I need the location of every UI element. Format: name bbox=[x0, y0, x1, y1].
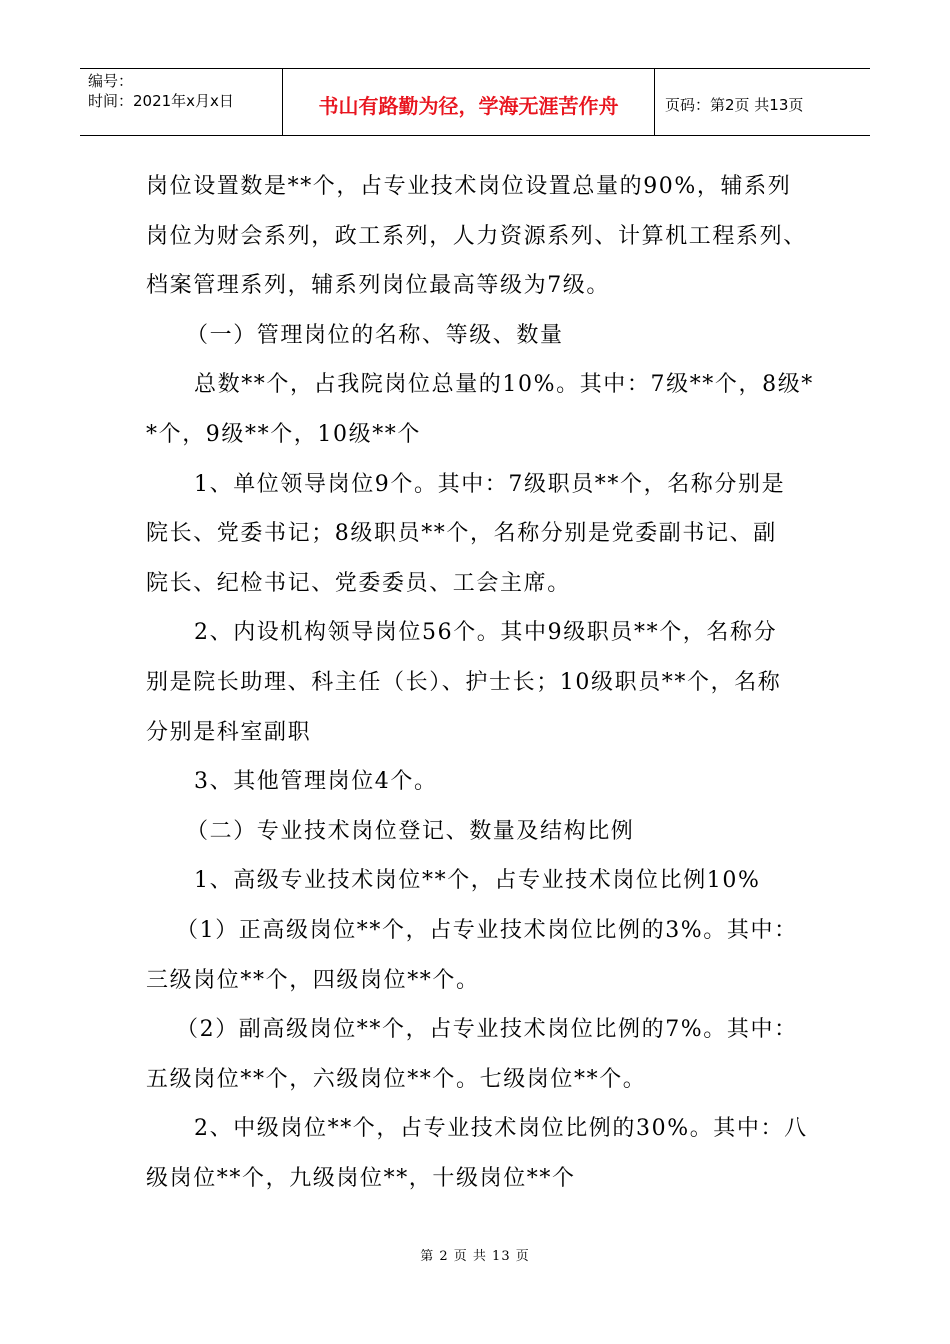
body-text-line: 2、内设机构领导岗位56个。其中9级职员**个，名称分 bbox=[194, 620, 778, 646]
body-text-line: （1）正高级岗位**个，占专业技术岗位比例的3%。其中： bbox=[176, 917, 798, 943]
body-text-line: （一）管理岗位的名称、等级、数量 bbox=[186, 322, 564, 348]
document-body bbox=[146, 162, 814, 1203]
header-motto: 书山有路勤为径，学海无涯苦作舟 bbox=[318, 93, 619, 118]
body-text-line: 三级岗位**个，四级岗位**个。 bbox=[146, 967, 480, 993]
body-text-line: 总数**个，占我院岗位总量的10%。其中：7级**个，8级* bbox=[194, 372, 814, 398]
body-text-line: *个，9级**个，10级**个 bbox=[146, 421, 421, 447]
body-text-line: 3、其他管理岗位4个。 bbox=[194, 769, 438, 795]
body-text-line: 1、高级专业技术岗位**个，占专业技术岗位比例10% bbox=[194, 868, 761, 894]
body-text-line: 2、中级岗位**个，占专业技术岗位比例的30%。其中：八 bbox=[194, 1116, 808, 1142]
body-text-line: 五级岗位**个，六级岗位**个。七级岗位**个。 bbox=[146, 1066, 647, 1092]
header-page-cell bbox=[655, 69, 870, 135]
body-text-line: （2）副高级岗位**个，占专业技术岗位比例的7%。其中： bbox=[176, 1017, 798, 1043]
body-text-line: 院长、纪检书记、党委委员、工会主席。 bbox=[146, 570, 571, 596]
header-motto-cell bbox=[283, 69, 655, 135]
document-number-label: 编号： bbox=[88, 72, 134, 90]
document-time-label: 时间：2021年x月x日 bbox=[88, 92, 234, 110]
footer-page-number: 第 2 页 共 13 页 bbox=[420, 1249, 530, 1264]
body-text-line: 1、单位领导岗位9个。其中：7级职员**个，名称分别是 bbox=[194, 471, 786, 497]
body-text-line: （二）专业技术岗位登记、数量及结构比例 bbox=[186, 818, 635, 844]
header-meta-cell bbox=[80, 69, 283, 135]
body-text-line: 级岗位**个，九级岗位**，十级岗位**个 bbox=[146, 1165, 576, 1191]
body-text-line: 岗位设置数是**个，占专业技术岗位设置总量的90%，辅系列 bbox=[146, 174, 792, 199]
page-footer bbox=[0, 1245, 950, 1264]
body-text-line: 院长、党委书记；8级职员**个，名称分别是党委副书记、副 bbox=[146, 521, 777, 547]
body-text-line: 别是院长助理、科主任（长）、护士长；10级职员**个，名称 bbox=[146, 669, 782, 695]
page-header bbox=[80, 68, 870, 136]
body-text-line: 分别是科室副职 bbox=[146, 719, 312, 745]
body-text-line: 岗位为财会系列，政工系列，人力资源系列、计算机工程系列、 bbox=[146, 223, 807, 249]
header-page-info: 页码：第2页 共13页 bbox=[665, 95, 804, 114]
body-text-line: 档案管理系列，辅系列岗位最高等级为7级。 bbox=[146, 273, 610, 299]
